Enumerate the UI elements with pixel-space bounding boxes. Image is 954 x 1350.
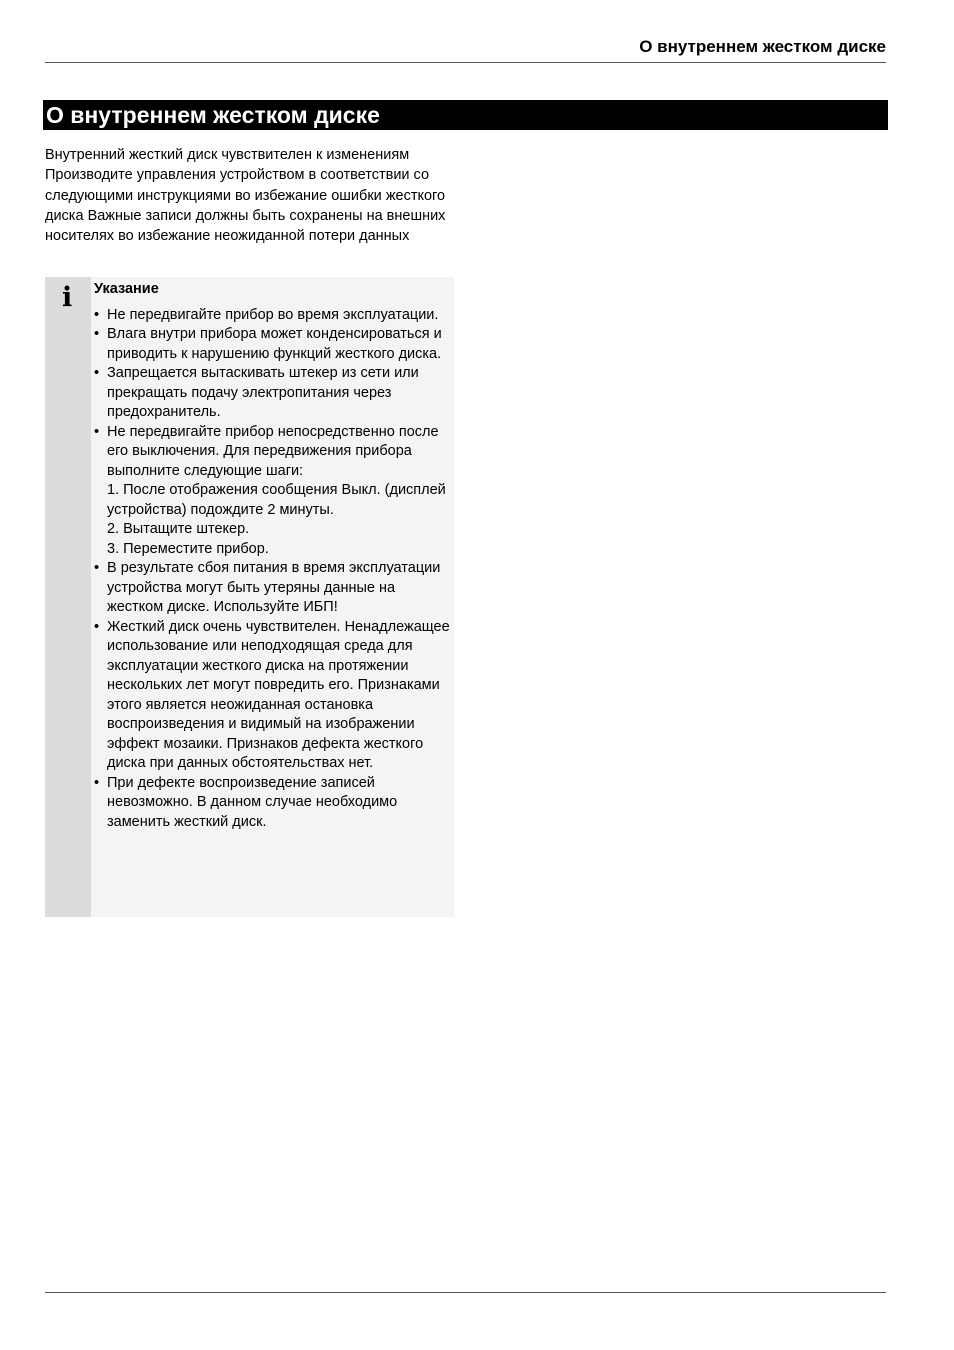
note-list [94,306,452,833]
note-sidebar [45,277,91,917]
note-box [45,277,454,917]
steps-list [107,481,452,559]
bullet-icon: • [94,306,100,323]
list-item [94,423,452,560]
list-item-text: В результате сбоя питания в время эксплуатации устройства могут быть утеряны данные на жестком диске. Используйте ИБП! [107,560,441,615]
step-item: 3. Переместите прибор. [107,540,269,557]
bullet-icon: • [94,423,100,440]
list-item-text: Не передвигайте прибор во время эксплуатации. [107,306,439,323]
bullet-icon: • [94,618,100,635]
list-item-text: При дефекте воспроизведение записей невозможно. В данном случае необходимо заменить жесткий диск. [107,774,398,830]
step-item: 2. Вытащите штекер. [107,521,250,537]
list-item [94,325,452,364]
bullet-icon: • [94,326,100,342]
list-item-text: Запрещается вытаскивать штекер из сети или прекращать подачу электропитания через предохранитель. [107,365,419,420]
bullet-icon: • [94,560,100,576]
list-item-text: Не передвигайте прибор непосредственно после его выключения. Для передвижения прибора выполните следующие шаги: [107,423,439,479]
list-item [94,306,452,326]
list-item-text: Влага внутри прибора может конденсироваться и приводить к нарушению функций жесткого диска. [107,326,442,362]
running-header: О внутреннем жестком диске [639,37,886,56]
intro-paragraph: Внутренний жесткий диск чувствителен к изменениям Производите управления устройством в соответствии со следующими инструкциями во избежание ошибки жесткого диска Важные записи должны быть сохранены на внешних носителях во избежание неожиданной потери данных [45,147,446,245]
note-title: Указание [94,281,159,297]
section-title: О внутреннем жестком диске [43,100,888,130]
list-item-text: Жесткий диск очень чувствителен. Ненадлежащее использование или неподходящая среда для эксплуатации жесткого диска на протяжении нескольких лет могут повредить его. Признаками этого является неожиданная остановка воспроизведения и видимый на изображении эффект мозаики. Признаков дефекта жесткого диска при данных обстоятельствах нет. [107,618,450,771]
bullet-icon: • [94,774,100,791]
list-item [94,618,452,774]
list-item [94,774,452,833]
bullet-icon: • [94,365,100,381]
list-item [94,559,452,618]
note-content [94,280,452,832]
info-icon: i [62,282,73,313]
footer-rule [45,1292,886,1293]
header-rule [45,62,886,63]
list-item [94,364,452,423]
step-item: 1. После отображения сообщения Выкл. (дисплей устройства) подождите 2 минуты. [107,482,446,518]
